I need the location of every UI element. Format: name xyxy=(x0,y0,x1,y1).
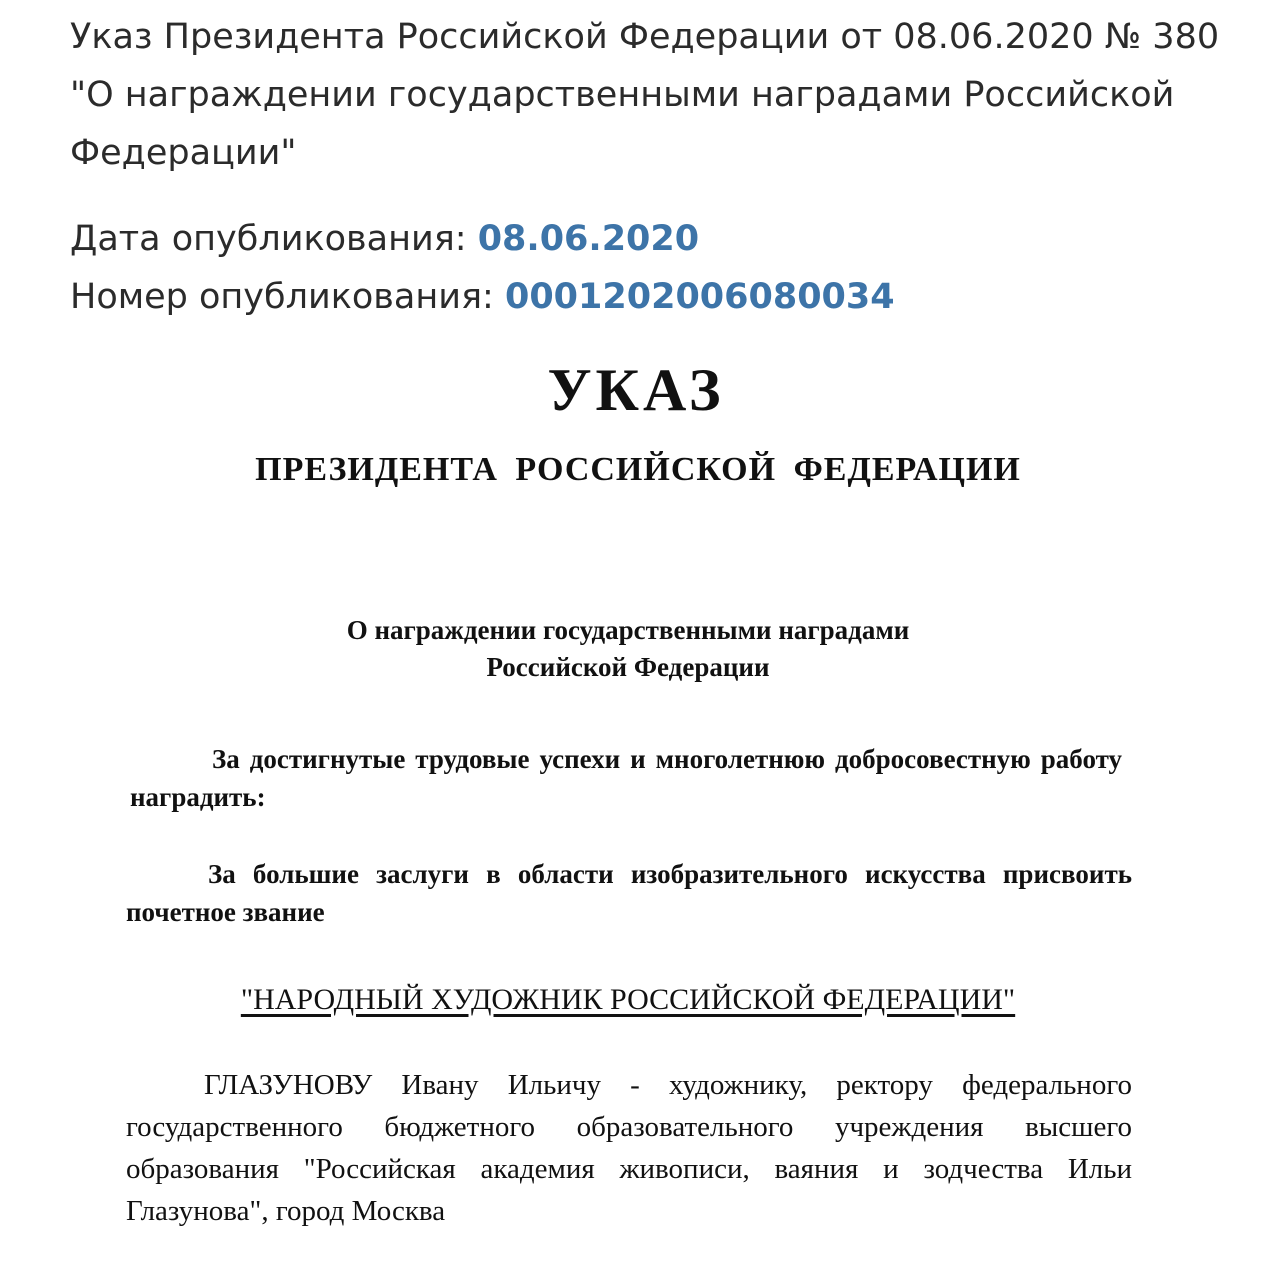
publication-number-row xyxy=(70,268,895,326)
document-subheading: ПРЕЗИДЕНТА РОССИЙСКОЙ ФЕДЕРАЦИИ xyxy=(255,451,1021,488)
subject-line-1: О награждении государственными наградами xyxy=(346,615,910,645)
decree-paragraph-2 xyxy=(126,855,1132,931)
publication-number-label: Номер опубликования: xyxy=(70,277,505,317)
document-heading: УКАЗ xyxy=(547,357,725,423)
document-subject xyxy=(0,612,1256,686)
publication-date-row xyxy=(70,210,895,268)
award-title xyxy=(0,979,1256,1021)
decree-paragraph-1-text: За достигнутые трудовые успехи и многолетнюю добросовестную работу наградить: xyxy=(130,744,1122,812)
decree-paragraph-3-text: ГЛАЗУНОВУ Ивану Ильичу - художнику, ректору федерального государственного бюджетного образовательного учреждения высшего образования "Российская академия живописи, ваяния и зодчества Ильи Глазунова", город Москва xyxy=(126,1069,1132,1227)
decree-paragraph-1 xyxy=(130,740,1122,816)
award-title-text: "НАРОДНЫЙ ХУДОЖНИК РОССИЙСКОЙ ФЕДЕРАЦИИ" xyxy=(240,983,1016,1016)
publication-date-link[interactable]: 08.06.2020 xyxy=(477,219,700,259)
decree-paragraph-3 xyxy=(126,1064,1132,1232)
publication-info xyxy=(70,210,895,326)
publication-number-link[interactable]: 0001202006080034 xyxy=(504,277,895,317)
publication-date-label: Дата опубликования: xyxy=(70,219,478,259)
subject-line-2: Российской Федерации xyxy=(486,652,770,682)
decree-paragraph-2-text: За большие заслуги в области изобразительного искусства присвоить почетное звание xyxy=(126,859,1132,927)
page-header xyxy=(70,8,1250,182)
document-title: Указ Президента Российской Федерации от 08.06.2020 № 380 "О награждении государственными наградами Российской Федерации" xyxy=(70,17,1220,173)
